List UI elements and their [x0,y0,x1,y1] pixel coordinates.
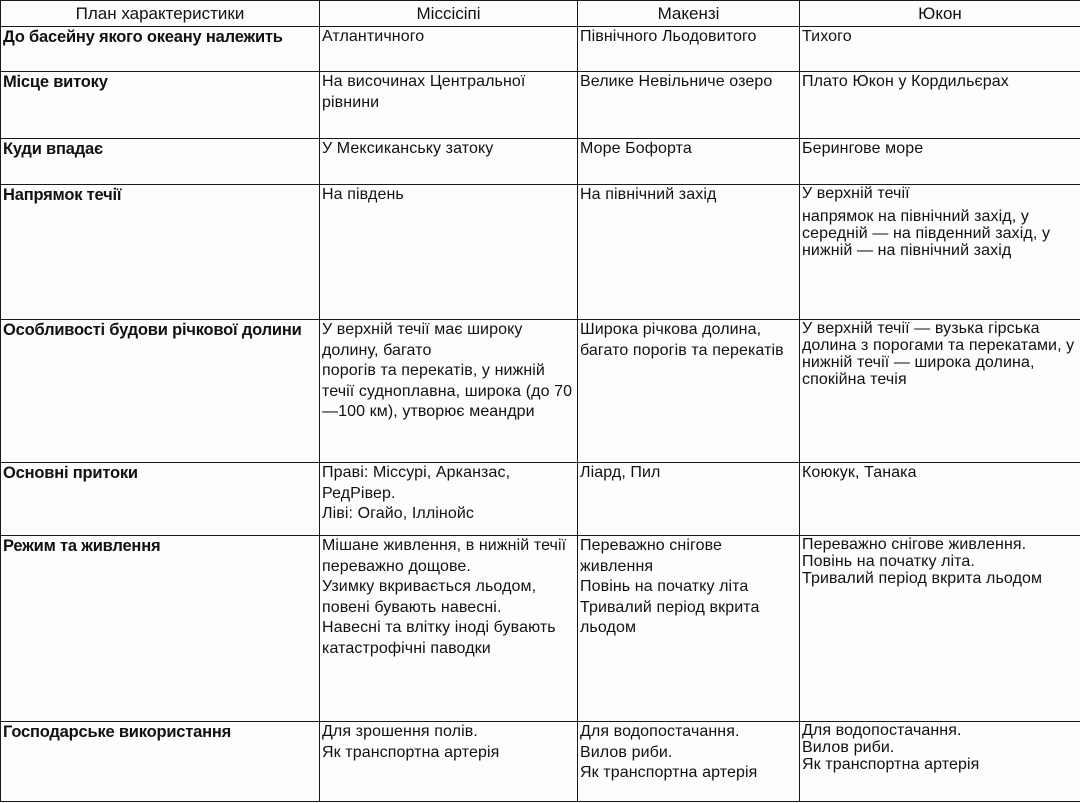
cell-text: Вилов риби. [802,739,895,756]
table-row [1,185,1080,320]
header-mackenzie: Макензі [578,1,800,27]
yukon-cell [800,536,1080,722]
mississippi-cell [320,185,578,320]
yukon-cell [800,722,1080,802]
cell-text: Повінь на початку літа [580,578,749,595]
mackenzie-cell [578,320,800,463]
plan-cell: До басейну якого океану належить [1,27,320,72]
cell-text: Як транспортна артерія [580,764,758,781]
cell-text: порогів та перекатів, у нижній течії судноплавна, широка (до 70—100 км), утворює меандри [322,362,573,420]
cell-text: Навесні та влітку іноді бувають катастрофічні паводки [322,619,556,657]
cell-text: У Мексиканську затоку [322,140,494,157]
table-header-row [1,1,1080,27]
plan-cell: Режим та живлення [1,536,320,722]
cell-text: Тихого [802,28,852,45]
mackenzie-cell [578,185,800,320]
cell-text: Переважно снігове живлення [580,537,722,575]
mississippi-cell [320,72,578,139]
cell-text: У верхній течії — вузька гірська долина з порогами та перекатами, у нижній течії — широка долина, спокійна течія [802,320,1075,388]
cell-text: Вилов риби. [580,743,673,761]
cell-text: Повінь на початку літа. [802,553,975,570]
table-row [1,72,1080,139]
cell-text: На височинах Центральної рівнини [322,73,526,111]
cell-text: Плато Юкон у Кордильєрах [802,73,1009,90]
table-row [1,27,1080,72]
cell-text: Ліард, Пил [580,464,661,481]
plan-cell: Куди впадає [1,139,320,185]
mississippi-cell [320,320,578,463]
cell-text: Як транспортна артерія [322,743,500,761]
cell-text: Велике Невільниче озеро [580,73,773,90]
mackenzie-cell [578,463,800,536]
mackenzie-cell [578,722,800,802]
mackenzie-cell [578,72,800,139]
plan-cell: Особливості будови річкової долини [1,320,320,463]
mississippi-cell [320,139,578,185]
cell-text: напрямок на північний захід, у середній — на південний захід, у нижній — на північний захід [802,208,1051,259]
cell-text: Тривалий період вкрита льодом [580,598,760,636]
header-yukon: Юкон [800,1,1080,27]
table-row [1,139,1080,185]
plan-cell: Місце витоку [1,72,320,139]
plan-cell: Господарське використання [1,722,320,802]
table-row [1,722,1080,802]
cell-text: Для водопостачання. [580,723,740,740]
yukon-cell [800,139,1080,185]
cell-text: Північного Льодовитого [580,28,757,45]
cell-text: На північний захід [580,186,717,203]
cell-text: Широка річкова долина, багато порогів та перекатів [580,321,784,359]
mississippi-cell [320,27,578,72]
table-row [1,463,1080,536]
cell-text: Атлантичного [322,28,425,45]
cell-text: Для водопостачання. [802,722,962,739]
cell-text: Коюкук, Танака [802,464,917,481]
yukon-cell [800,463,1080,536]
cell-text: Переважно снігове живлення. [802,536,1027,553]
table-row [1,320,1080,463]
mackenzie-cell [578,27,800,72]
cell-text: Мішане живлення, в нижній течії переважно дощове. [322,537,567,575]
cell-text: У верхній течії [802,185,910,202]
yukon-cell [800,320,1080,463]
yukon-cell [800,27,1080,72]
cell-text: Узимку вкривається льодом, повені бувають навесні. [322,578,537,616]
cell-text: Тривалий період вкрита льодом [802,570,1043,587]
cell-text: На південь [322,186,404,203]
mackenzie-cell [578,536,800,722]
header-mississippi: Міссісіпі [320,1,578,27]
mackenzie-cell [578,139,800,185]
mississippi-cell [320,536,578,722]
cell-text: Берингове море [802,140,924,157]
cell-text: Праві: Міссурі, Арканзас, РедРівер. [322,464,511,502]
yukon-cell [800,72,1080,139]
cell-text: Ліві: Огайо, Іллінойс [322,505,474,522]
plan-cell: Напрямок течії [1,185,320,320]
mississippi-cell [320,722,578,802]
header-plan: План характеристики [1,1,320,27]
table-row [1,536,1080,722]
yukon-cell [800,185,1080,320]
cell-text: Як транспортна артерія [802,756,980,773]
cell-text: Для зрошення полів. [322,723,478,740]
plan-cell: Основні притоки [1,463,320,536]
mississippi-cell [320,463,578,536]
cell-text: Море Бофорта [580,140,692,157]
cell-text: У верхній течії має широку долину, багато [322,321,523,359]
